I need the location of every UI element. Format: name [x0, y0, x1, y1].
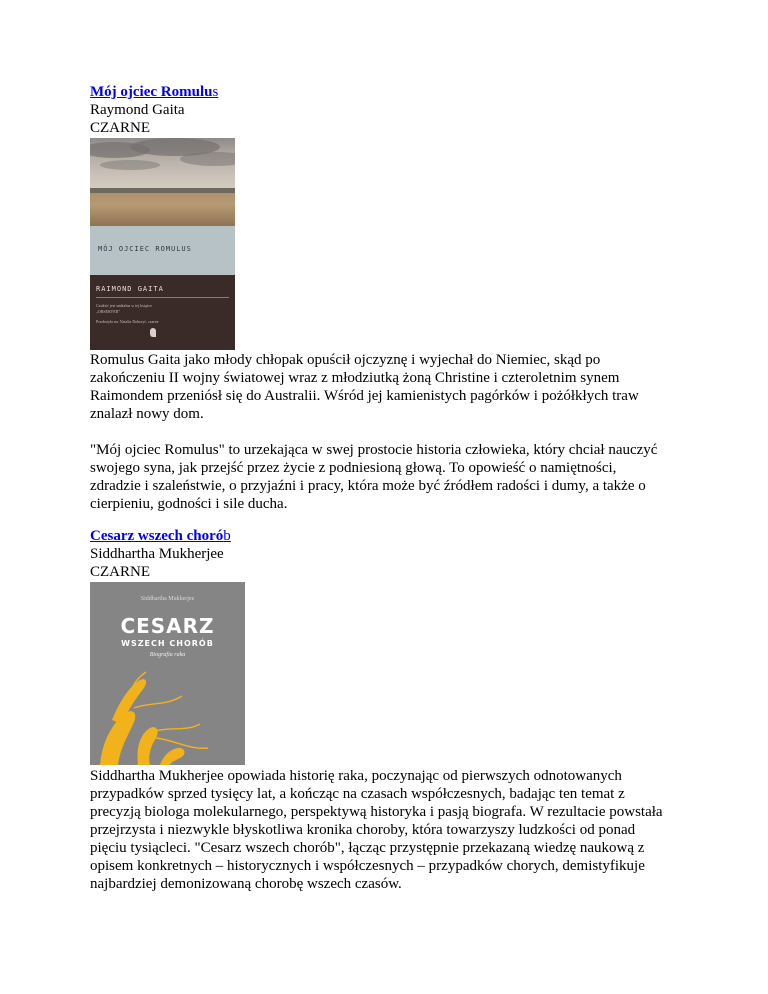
page-content	[90, 83, 690, 917]
cover-small-text: Przełożyła na: Natalia Dobrzyć, czarne	[96, 319, 159, 324]
cover-rule	[96, 297, 229, 298]
cover-title-band	[90, 226, 235, 275]
book-description	[90, 767, 670, 893]
book-entry-2	[90, 527, 690, 917]
cover-subtitle: WSZECH CHORÓB	[121, 639, 214, 648]
cover-panel	[90, 582, 245, 765]
cover-small-text: Czułość jest unikalna w tej książce	[96, 303, 152, 308]
book-title-tail[interactable]: b	[223, 528, 231, 544]
cover-cloud	[100, 160, 160, 170]
publisher-logo-icon	[150, 328, 156, 337]
description-paragraph: Romulus Gaita jako młody chłopak opuścił ojczyznę i wyjechał do Niemiec, skąd po zakończeniu II wojny światowej wraz z młodziutką żoną Christine i czteroletnim synem Raimondem przeniósł się do Australii. Wśród jej kamienistych pagórków i pożółkłych traw znalazł nowy dom.	[90, 352, 639, 422]
book-publisher: CZARNE	[90, 564, 150, 580]
cover-subtitle-italic: Biografia raka	[149, 652, 186, 658]
cover-bottom-panel	[90, 275, 235, 350]
book-title[interactable]	[90, 527, 690, 545]
book-description	[90, 351, 670, 513]
book-publisher: CZARNE	[90, 120, 150, 136]
description-paragraph: "Mój ojciec Romulus" to urzekająca w swej prostocie historia człowieka, który chciał nauczyć swojego syna, jak przejść przez życie z podniesioną głową. To opowieść o namiętności, zdradzie i szaleństwie, o przyjaźni i pracy, która może być źródłem radości i dumy, a także o cierpieniu, godności i sile ducha.	[90, 442, 658, 512]
book-cover-image	[90, 138, 235, 350]
book-title-tail[interactable]: s	[212, 84, 219, 100]
book-title-link[interactable]: Mój ojciec Romulu	[90, 84, 213, 100]
cover-horizon	[90, 188, 235, 193]
cover-author: Siddhartha Mukherjee	[140, 596, 195, 602]
book-author: Raymond Gaita	[90, 102, 185, 118]
book-title-link[interactable]: Cesarz wszech choró	[90, 528, 224, 544]
book-entry-1	[90, 83, 690, 512]
cover-author: RAIMOND GAITA	[96, 285, 164, 293]
book-author: Siddhartha Mukherjee	[90, 546, 224, 562]
cover-illustration	[90, 662, 245, 765]
book-title[interactable]	[90, 83, 690, 101]
cover-small-text: „OBSERVER”	[96, 309, 121, 314]
cover-title: CESARZ	[120, 614, 215, 638]
cover-title: MÓJ OJCIEC ROMULUS	[98, 245, 192, 253]
cover-land	[90, 190, 235, 226]
description-paragraph: Siddhartha Mukherjee opowiada historię raka, poczynając od pierwszych odnotowanych przypadków sprzed tysięcy lat, a kończąc na czasach współczesnych, badając ten temat z precyzją biologa molekularnego, perspektywą historyka i pasją biografa. W rezultacie powstała przejrzysta i niezwykle błyskotliwa kronika choroby, która towarzyszy ludzkości od ponad pięciu tysiącleci. "Cesarz wszech chorób", łącząc przystępnie przekazaną wiedzę naukową z opisem konkretnych – historycznych i współczesnych – przypadków chorych, demistyfikuje najbardziej demonizowaną chorobę wszech czasów.	[90, 768, 663, 892]
